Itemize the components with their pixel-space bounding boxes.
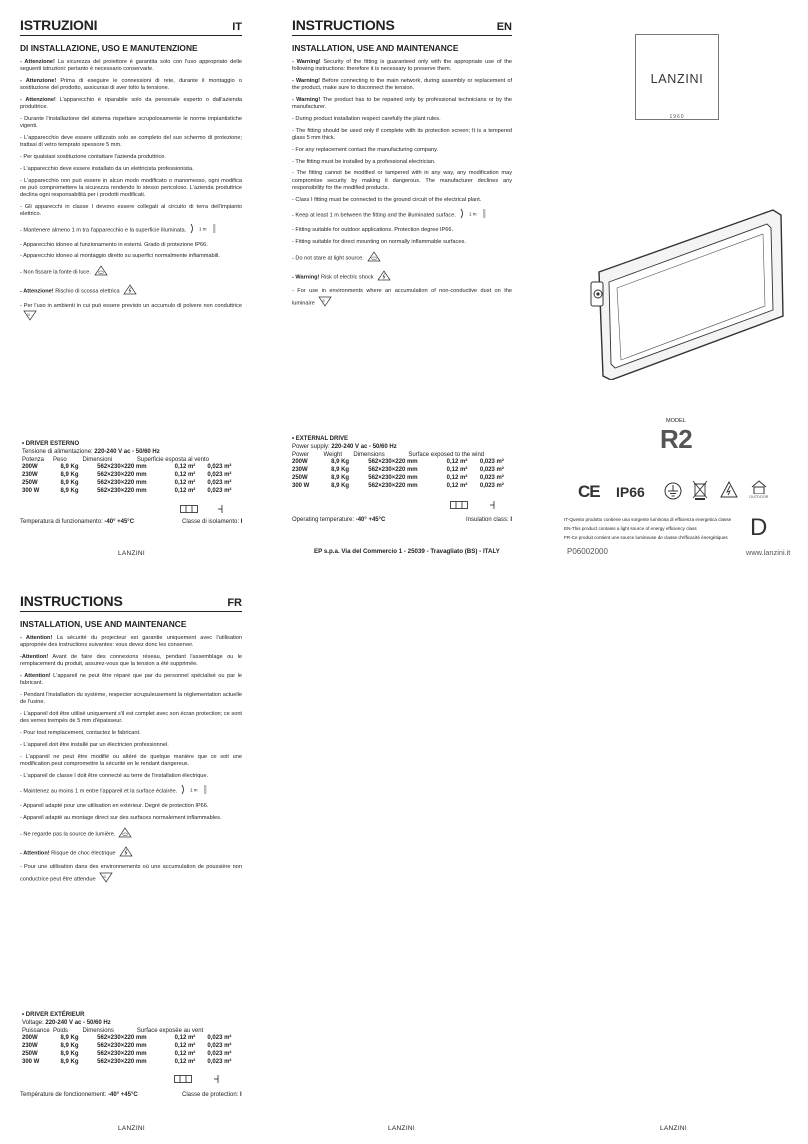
driver-data-cell: 0,12 m²	[174, 1035, 196, 1042]
driver-data-cell: 8,9 Kg	[60, 487, 79, 494]
instruction-text: Security of the fitting is guaranteed only with the appropriate use of the following instructions: therefore it is necessary to preserve them.	[292, 59, 512, 73]
driver-data-cell: 0,12 m²	[446, 459, 468, 466]
instruction-text: - Class I fitting must be connected to the ground circuit of the electrical plant.	[292, 196, 482, 203]
fr-subtitle: INSTALLATION, USE AND MAINTENANCE	[20, 619, 187, 629]
fr-instruction-item	[20, 730, 242, 737]
fr-instruction-item	[20, 692, 242, 706]
driver-data-cell: 8,9 Kg	[331, 467, 350, 474]
driver-data-cell: 8,9 Kg	[60, 479, 79, 486]
instruction-text: - Pour tout remplacement, contactez le fabricant.	[20, 730, 141, 736]
it-instruction-item	[20, 223, 242, 237]
warning-label: - Attenzione!	[20, 59, 55, 65]
instruction-text: - During product installation respect carefully the plant rules.	[292, 116, 441, 122]
class-symbol-icon	[216, 505, 224, 513]
driver-supply	[292, 444, 517, 452]
driver-data-cell: 200W	[22, 464, 38, 471]
en-instruction-item	[292, 239, 512, 246]
class-symbol-icon	[488, 501, 496, 509]
instruction-text: - Non fissare la fonte di luce.	[20, 269, 91, 276]
ground-icon	[664, 482, 682, 500]
warning-label: - Attention!	[20, 673, 51, 679]
driver-data-cell: 0,023 m²	[207, 472, 232, 479]
eye-icon	[94, 265, 108, 279]
double-insulation-icon	[180, 505, 198, 513]
driver-data-cell: 8,9 Kg	[60, 1058, 79, 1065]
svg-text:D: D	[27, 312, 31, 317]
driver-header-cell: Surface exposée au vent	[136, 1027, 204, 1034]
instruction-text: - Pour une utilisation dans des environnements où une accumulation de poussière non conductrice peut être attendue	[20, 864, 242, 883]
driver-data-cell: 230W	[292, 467, 308, 474]
warning-label: - Attenzione!	[20, 97, 56, 103]
it-subtitle: DI INSTALLAZIONE, USO E MANUTENZIONE	[20, 43, 198, 53]
it-instruction-item	[20, 116, 242, 130]
en-driver-table	[292, 436, 517, 491]
double-insulation-icon	[450, 501, 468, 509]
fr-instruction-item	[20, 784, 242, 798]
it-instruction-item	[20, 166, 242, 173]
warning-label: - Warning!	[292, 274, 320, 281]
energy-line-fr: FR-Ce produit contient une source lumineuse de classe d'efficacité énergétiques	[564, 535, 728, 540]
driver-data-cell: 300 W	[292, 482, 310, 489]
driver-header-cell: Power	[292, 451, 310, 458]
driver-data-cell: 0,023 m²	[479, 482, 504, 489]
en-instruction-item	[292, 170, 512, 192]
driver-data-cell: 0,12 m²	[174, 464, 196, 471]
fr-driver-table	[22, 1012, 244, 1067]
it-instruction-item	[20, 97, 242, 111]
en-instruction-item	[292, 59, 512, 73]
address: EP s.p.a. Via del Commercio 1 - 25039 - Travagliato (BS) - ITALY	[314, 548, 500, 555]
instruction-text: L'appareil ne peut être réparé que par du personnel spécialisé ou par le fabricant.	[20, 673, 242, 687]
fr-class-label: Classe de protection:	[182, 1092, 239, 1098]
it-driver-table	[22, 441, 244, 496]
it-class-line	[182, 519, 242, 525]
driver-data-cell: 230W	[22, 472, 38, 479]
warning-label: - Warning!	[292, 59, 321, 65]
outdoor-house-icon	[750, 480, 768, 494]
it-instruction-item	[20, 178, 242, 200]
en-temp-line	[292, 517, 385, 523]
driver-data-cell: 0,023 m²	[479, 474, 504, 481]
it-instruction-item	[20, 135, 242, 149]
driver-data-cell: 562×230×220 mm	[97, 1043, 147, 1050]
en-instruction-item	[292, 116, 512, 123]
driver-title	[22, 1012, 244, 1020]
instruction-text: - For any replacement contact the manufacturing company.	[292, 146, 439, 153]
instruction-text: - L'apparecchio deve essere installato da un elettricista professionista.	[20, 165, 194, 172]
driver-header-cell: Dimensions	[353, 451, 385, 458]
instruction-text: - Gli apparecchi in classe I devono essere collegati al circuito di terra dell'impianto elettrico.	[20, 203, 242, 217]
warning-label: - Warning!	[292, 78, 320, 84]
distance-label: 1 m	[199, 226, 207, 232]
floodlight-body	[599, 210, 783, 380]
it-class-label: Classe di isolamento:	[182, 519, 240, 525]
energy-line-it: IT-Questo prodotto contiene una sorgente luminosa di efficienza energetica classe	[564, 517, 732, 522]
instruction-text: - Do not stare at light source.	[292, 255, 364, 262]
instruction-text: Risque de choc électrique	[49, 850, 116, 857]
driver-data-cell: 8,9 Kg	[60, 1043, 79, 1050]
fr-instruction-item	[20, 742, 242, 749]
driver-header-cell: Poids	[53, 1027, 69, 1034]
instruction-text: - Fitting suitable for direct mounting on normally inflammable surfaces.	[292, 238, 466, 245]
dust-icon	[99, 872, 113, 886]
it-temp-label: Temperatura di funzionamento:	[20, 519, 103, 525]
fr-instruction-item	[20, 773, 242, 780]
instruction-text: - Apparecchio idoneo al funzionamento in esterni. Grado di protezione IP66.	[20, 241, 208, 248]
instruction-text: - The fitting must be installed by a professional electrician.	[292, 158, 436, 165]
instruction-text: Risk of electric shock	[319, 274, 374, 281]
mounting-bracket	[591, 282, 603, 306]
fr-lang: FR	[227, 597, 242, 609]
instruction-text: - Ne regarde pas la source de lumière.	[20, 831, 116, 838]
driver-data-cell: 0,12 m²	[174, 1050, 196, 1057]
en-temp-label: Operating temperature:	[292, 517, 355, 523]
driver-data-cell: 562×230×220 mm	[368, 467, 418, 474]
logo-year: 1960	[669, 114, 685, 120]
instruction-text: - L'apparecchio deve essere utilizzato solo se completo del suo schermo di protezione; trattasi di vetro temprato spessore 5 mm.	[20, 135, 242, 149]
fr-instruction-item	[20, 673, 242, 687]
instruction-text: - Apparecchio idoneo al montaggio diretto su superfici normalmente infiammabili.	[20, 253, 220, 260]
driver-title	[292, 436, 517, 444]
fr-title: INSTRUCTIONS	[20, 593, 123, 609]
driver-data-cell: 250W	[22, 479, 38, 486]
driver-title-text: EXTERNAL DRIVE	[295, 436, 349, 442]
en-class-label: Insulation class:	[466, 517, 509, 523]
instruction-text: - Fitting suitable for outdoor applications. Protection degree IP66.	[292, 227, 454, 234]
instruction-text: - L'appareil doit être installé par un électricien professionnel.	[20, 741, 169, 748]
footer-brand-mid: LANZINI	[388, 1125, 416, 1132]
driver-data-cell: 0,023 m²	[207, 487, 232, 494]
supply-label: Tensione di alimentazione:	[22, 448, 93, 455]
shock-warning-icon	[720, 481, 738, 498]
instruction-text: - Pendant l'installation du système, respecter scrupuleusement la réglementation actuelle de l'usine.	[20, 692, 242, 706]
driver-data-cell: 8,9 Kg	[60, 472, 79, 479]
en-paragraphs	[292, 59, 512, 310]
instruction-text: - L'apparecchio non può essere in alcun modo modificato o manomesso, ogni modifica ne può compromettere la sicurezza rendendo lo stesso pericoloso. L'azienda produttrice declina ogni responsabilità per i prodotti modificati.	[20, 177, 242, 198]
driver-title-text: DRIVER ESTERNO	[25, 441, 80, 447]
shock-icon	[119, 846, 133, 860]
warning-label: -Attention!	[20, 654, 49, 660]
en-instruction-item	[292, 251, 512, 265]
driver-data-cell: 0,12 m²	[446, 482, 468, 489]
fr-instruction-item	[20, 827, 242, 841]
driver-data-cell: 0,023 m²	[207, 464, 232, 471]
instruction-text: Avant de faire des connexions réseau, pendant l'assemblage ou le remplacement du produit, assurez-vous que la tension a été supprimée.	[20, 654, 242, 668]
driver-data-cell: 562×230×220 mm	[97, 1058, 147, 1065]
fr-instruction-item	[20, 803, 242, 810]
fr-paragraphs	[20, 635, 242, 886]
it-paragraphs	[20, 59, 242, 324]
fr-temp-value: -40° +45°C	[108, 1092, 138, 1098]
distance-icon	[180, 784, 208, 798]
fr-instruction-item	[20, 635, 242, 649]
it-lang: IT	[232, 21, 242, 33]
warning-label: - Attenzione!	[20, 78, 57, 84]
en-title: INSTRUCTIONS	[292, 17, 395, 33]
bullet-icon: •	[22, 1012, 26, 1018]
outdoor-label: OUTDOOR	[749, 495, 769, 499]
instruction-text: - The fitting should be used only if complete with its protection screen; It is a tempered glass 5 mm thick.	[292, 127, 512, 141]
energy-line-en: EN-This product contains a light source of energy efficiency class	[564, 526, 697, 531]
certification-icons	[578, 480, 778, 502]
driver-data-cell: 0,12 m²	[446, 467, 468, 474]
driver-data-row	[22, 1059, 244, 1067]
driver-header-cell: Weight	[323, 451, 343, 458]
distance-label: 1 m	[468, 211, 477, 217]
en-instruction-item	[292, 197, 512, 204]
instruction-text: - Durante l'installazione del sistema rispettare scrupolosamente le norme impiantistiche vigenti.	[20, 116, 242, 130]
supply-value: 220-240 V ac - 50/60 Hz	[45, 1019, 111, 1026]
instruction-text: L'apparecchio è riparabile solo da personale esperto o dall'azienda produttrice.	[20, 97, 243, 111]
energy-class: D	[750, 514, 768, 541]
instruction-text: - L'appareil ne peut être modifié ou altéré de quelque manière que ce soit une modification peut compromettre la sécurité en le rendant dangereux.	[20, 753, 242, 767]
floodlight-illustration	[585, 190, 785, 380]
driver-data-row	[292, 467, 517, 475]
en-instruction-item	[292, 208, 512, 222]
driver-data-cell: 562×230×220 mm	[97, 1035, 147, 1042]
driver-data-cell: 8,9 Kg	[331, 474, 350, 481]
en-instruction-item	[292, 78, 512, 92]
driver-header-cell: Potenza	[22, 456, 45, 463]
en-instruction-item	[292, 147, 512, 154]
instruction-text: - Appareil adapté au montage direct sur des surfaces normalement inflammables.	[20, 814, 222, 821]
driver-data-cell: 562×230×220 mm	[97, 464, 147, 471]
fr-class-line	[182, 1092, 242, 1098]
dust-icon	[23, 310, 37, 324]
driver-data-cell: 0,023 m²	[479, 467, 504, 474]
it-brand: LANZINI	[118, 550, 146, 557]
weee-bin-icon	[692, 480, 708, 500]
warning-label: - Attenzione!	[20, 288, 54, 295]
it-instruction-item	[20, 265, 242, 279]
instruction-text: The product has to be repaired only by professional technicians or by the manufacturer.	[292, 97, 512, 111]
fr-instruction-item	[20, 754, 242, 768]
driver-data-cell: 562×230×220 mm	[97, 487, 147, 494]
svg-text:D: D	[103, 874, 106, 879]
ip-rating: IP66	[616, 484, 645, 500]
instruction-text: - Per l'uso in ambienti in cui può essere previsto un accumulo di polvere non conduttrice	[20, 302, 242, 309]
en-class-line	[466, 517, 512, 523]
logo-name: LANZINI	[650, 72, 704, 86]
en-section	[292, 18, 512, 314]
it-instruction-item	[20, 59, 242, 73]
driver-data-cell: 562×230×220 mm	[368, 474, 418, 481]
it-instruction-item	[20, 253, 242, 260]
instruction-text: - For use in environments where an accumulation of non-conductive dust on the luminaire	[292, 288, 512, 307]
ce-mark: CE	[578, 482, 600, 501]
warning-label: - Attention!	[20, 635, 53, 641]
shock-icon	[377, 270, 391, 284]
instruction-text: - L'appareil doit être utilisé uniquement s'il est complet avec son écran protection; ce sont des verres trempés de 5 mm d'épaisseur.	[20, 711, 242, 725]
eye-icon	[118, 827, 132, 841]
driver-data-cell: 8,9 Kg	[331, 459, 350, 466]
it-instruction-item	[20, 284, 242, 298]
double-insulation-icon	[174, 1075, 192, 1083]
eye-icon	[367, 251, 381, 265]
driver-data-cell: 0,12 m²	[446, 474, 468, 481]
driver-data-cell: 0,12 m²	[174, 487, 196, 494]
driver-data-cell: 562×230×220 mm	[97, 472, 147, 479]
driver-data-cell: 0,023 m²	[207, 1058, 232, 1065]
driver-data-row	[292, 475, 517, 483]
instruction-text: - L'appareil de classe I doit être connecté au terre de l'installation électrique.	[20, 772, 209, 779]
instruction-text: - The fitting cannot be modified or tampered with in any way, any modification may compromise security by making it dangerous. The manufacturer declines any responsibility for the modified products.	[292, 170, 512, 191]
en-instruction-item	[292, 97, 512, 111]
en-instruction-item	[292, 270, 512, 284]
driver-data-cell: 250W	[292, 474, 308, 481]
instruction-text: La sécurité du projecteur est garantie uniquement avec l'utilisation appropriée des instructions suivantes: vous devez donc les conserver.	[20, 635, 242, 649]
driver-supply	[22, 1020, 244, 1028]
driver-data-cell: 200W	[292, 459, 308, 466]
energy-text	[564, 515, 744, 542]
bullet-icon: •	[292, 436, 296, 442]
lanzini-logo	[635, 34, 719, 120]
it-instruction-item	[20, 242, 242, 249]
driver-data-cell: 200W	[22, 1035, 38, 1042]
fr-temp-line	[20, 1092, 138, 1098]
model-name: R2	[660, 424, 693, 454]
supply-value: 220-240 V ac - 50/60 Hz	[94, 448, 160, 455]
en-instruction-item	[292, 128, 512, 142]
it-temp-line	[20, 519, 134, 525]
it-title: ISTRUZIONI	[20, 17, 98, 33]
fr-instruction-item	[20, 846, 242, 860]
supply-label: Power supply:	[292, 443, 330, 450]
warning-label: - Warning!	[292, 97, 321, 103]
it-class-value: I	[240, 519, 243, 525]
fr-header	[20, 594, 242, 612]
driver-header-cell: Dimensions	[82, 1027, 114, 1034]
footer-brand-left: LANZINI	[118, 1125, 146, 1132]
model-label: MODEL	[666, 418, 686, 424]
driver-data-cell: 0,023 m²	[207, 1043, 232, 1050]
product-code: P06002000	[567, 547, 608, 556]
fr-instruction-item	[20, 864, 242, 885]
en-instruction-item	[292, 288, 512, 309]
driver-data-cell: 300 W	[22, 487, 40, 494]
shock-icon	[123, 284, 137, 298]
svg-text:D: D	[322, 298, 325, 303]
driver-data-cell: 0,023 m²	[479, 459, 504, 466]
distance-icon	[459, 208, 487, 222]
it-instruction-item	[20, 204, 242, 218]
en-class-value: I	[510, 517, 513, 523]
driver-data-cell: 8,9 Kg	[60, 1035, 79, 1042]
fr-temp-label: Température de fonctionnement:	[20, 1092, 107, 1098]
dust-icon	[318, 296, 332, 310]
driver-header-cell: Superficie esposta al vento	[136, 456, 209, 463]
fr-section	[20, 594, 242, 890]
driver-header-cell: Dimensioni	[82, 456, 113, 463]
en-instruction-item	[292, 159, 512, 166]
driver-data-cell: 0,023 m²	[207, 1035, 232, 1042]
instruction-text: - Appareil adapté pour une utilisation en extérieur. Degré de protection IP66.	[20, 803, 209, 810]
driver-data-cell: 562×230×220 mm	[368, 482, 418, 489]
class-symbol-icon	[212, 1075, 220, 1083]
it-instruction-item	[20, 154, 242, 161]
driver-header-cell: Peso	[53, 456, 67, 463]
driver-data-row	[292, 483, 517, 491]
fr-class-value: I	[240, 1092, 242, 1098]
it-instruction-item	[20, 303, 242, 324]
driver-data-cell: 230W	[22, 1043, 38, 1050]
fr-instruction-item	[20, 654, 242, 668]
driver-data-cell: 8,9 Kg	[60, 1050, 79, 1057]
instruction-text: La sicurezza del proiettore è garantita solo con l'uso appropriato delle seguenti istruzioni: pertanto è necessario conservarle.	[20, 59, 242, 73]
driver-data-cell: 562×230×220 mm	[97, 479, 147, 486]
driver-title-text: DRIVER EXTÉRIEUR	[25, 1012, 85, 1018]
driver-data-cell: 8,9 Kg	[331, 482, 350, 489]
driver-data-row	[22, 480, 244, 488]
instruction-text: Prima di eseguire le connessioni di rete, durante il montaggio o sostituzione del prodotto, assicurasi di aver tolto la tensione.	[20, 78, 242, 92]
driver-header-cell: Puissance	[22, 1027, 50, 1034]
it-temp-value: -40° +45°C	[104, 519, 135, 525]
driver-data-cell: 0,12 m²	[174, 479, 196, 486]
driver-data-cell: 562×230×220 mm	[368, 459, 418, 466]
en-lang: EN	[496, 21, 512, 33]
warning-label: - Attention!	[20, 850, 50, 857]
instruction-text: - Mantenere almeno 1 m tra l'apparecchio e la superficie illuminata.	[20, 227, 187, 234]
driver-data-row	[22, 1051, 244, 1059]
driver-data-cell: 562×230×220 mm	[97, 1050, 147, 1057]
it-section	[20, 18, 242, 329]
distance-label: 1 m	[190, 787, 198, 793]
driver-supply	[22, 449, 244, 457]
en-header	[292, 18, 512, 36]
driver-data-row	[22, 1043, 244, 1051]
instruction-text: - Keep at least 1 m between the fitting and the illuminated surface.	[292, 212, 456, 219]
driver-data-cell: 0,023 m²	[207, 1050, 232, 1057]
driver-title	[22, 441, 244, 449]
website: www.lanzini.it	[746, 548, 791, 557]
instruction-text: - Per qualsiasi sostituzione contattare l'azienda produttrice.	[20, 154, 166, 160]
supply-value: 220-240 V ac - 50/60 Hz	[331, 443, 397, 450]
driver-header-cell: Surface exposed to the wind	[408, 451, 485, 458]
supply-label: Voltage:	[22, 1019, 44, 1026]
en-instruction-item	[292, 227, 512, 234]
it-header	[20, 18, 242, 36]
en-subtitle: INSTALLATION, USE AND MAINTENANCE	[292, 43, 459, 53]
en-temp-value: -40° +45°C	[355, 517, 386, 523]
instruction-text: Before connecting to the main network, during assembly or replacement of the product, make sure to disconnect the tension.	[292, 78, 512, 92]
driver-data-cell: 300 W	[22, 1058, 40, 1065]
driver-data-cell: 0,12 m²	[174, 1058, 196, 1065]
driver-data-row	[22, 488, 244, 496]
driver-data-row	[22, 472, 244, 480]
driver-data-cell: 0,023 m²	[207, 479, 232, 486]
it-instruction-item	[20, 78, 242, 92]
fr-instruction-item	[20, 815, 242, 822]
footer-brand-right: LANZINI	[660, 1125, 688, 1132]
driver-data-cell: 0,12 m²	[174, 472, 196, 479]
fr-instruction-item	[20, 711, 242, 725]
driver-data-cell: 0,12 m²	[174, 1043, 196, 1050]
driver-data-cell: 8,9 Kg	[60, 464, 79, 471]
instruction-text: Rischio di scossa elettrica	[53, 288, 120, 295]
distance-icon	[189, 223, 217, 237]
driver-data-cell: 250W	[22, 1050, 38, 1057]
instruction-text: - Maintenez au moins 1 m entre l'appareil et la surface éclairée.	[20, 788, 178, 795]
bullet-icon: •	[22, 441, 26, 447]
